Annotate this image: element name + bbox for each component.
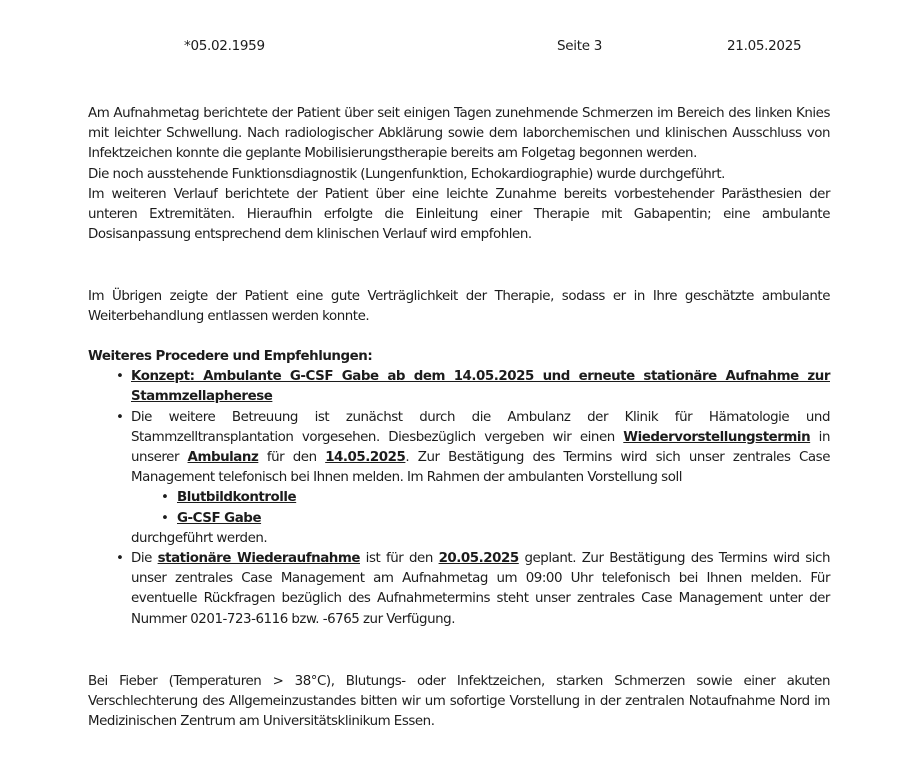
page-number: Seite 3 (557, 38, 603, 54)
followup-appointment-label: Wiedervorstellungstermin (623, 429, 811, 445)
paragraph-diagnostics: Die noch ausstehende Funktionsdiagnostik (Lungenfunktion, Echokardiographie) wurde durchgeführt. (88, 166, 725, 182)
page-header (0, 38, 917, 60)
sub-list-wrapper (147, 488, 830, 528)
procedere-heading: Weiteres Procedere und Empfehlungen: (88, 349, 373, 364)
emergency-instructions-section (88, 672, 830, 733)
document-date: 21.05.2025 (727, 38, 802, 54)
outpatient-clinic-label: Ambulanz (187, 450, 259, 466)
readmission-text-c: geplant. Zur Bestätigung des Termins wird sich unser zentrales Case Management am Aufnahmetag um 09:00 Uhr telefonisch bei Ihnen melden. Für eventuelle Rückfragen bezüglich des Aufnahmetermins steht unser zentrales Case Management unter der Nummer 0201-723-6116 bzw. -6765 zur Verfügung. (131, 551, 831, 627)
outpatient-text-b: in unserer (131, 429, 830, 466)
recommendations-list (88, 367, 830, 630)
recommendation-outpatient (88, 408, 830, 549)
clinical-course-section (88, 104, 830, 245)
recommendation-readmission (88, 549, 830, 630)
paragraph-discharge: Im Übrigen zeigte der Patient eine gute Verträglichkeit der Therapie, sodass er in Ihre geschätzte ambulante Weiterbehandlung entlassen werden konnte. (88, 289, 830, 325)
outpatient-text-c: für den (258, 450, 326, 466)
paragraph-admission: Am Aufnahmetag berichtete der Patient über seit einigen Tagen zunehmende Schmerzen im Bereich des linken Knies mit leichter Schwellung. Nach radiologischer Abklärung sowie dem laborchemischen und klinischen Ausschluss von Infektzeichen konnte die geplante Mobilisierungstherapie bereits am Folgetag begonnen werden. (88, 106, 830, 162)
readmission-date: 20.05.2025 (438, 551, 519, 567)
patient-birth-date: *05.02.1959 (184, 38, 265, 54)
outpatient-tasks-list (147, 488, 830, 528)
readmission-label: stationäre Wiederaufnahme (157, 551, 360, 567)
task-blood-count-label: Blutbildkontrolle (177, 490, 297, 506)
task-gcsf (147, 509, 830, 529)
recommendation-concept (88, 367, 830, 407)
readmission-text-a: Die (131, 551, 158, 567)
paragraph-paresthesia: Im weiteren Verlauf berichtete der Patient über eine leichte Zunahme bereits vorbestehender Parästhesien der unteren Extremitäten. Hieraufhin erfolgte die Einleitung einer Therapie mit Gabapentin; eine ambulante Dosisanpassung entsprechend dem klinischen Verlauf wird empfohlen. (88, 186, 830, 243)
outpatient-text-after: durchgeführt werden. (131, 530, 268, 546)
task-gcsf-label: G-CSF Gabe (177, 510, 262, 526)
outpatient-text-a: Die weitere Betreuung ist zunächst durch die Ambulanz der Klinik für Hämatologie und Stammzelltransplantation vorgesehen. Diesbezüglich vergeben wir einen (131, 409, 830, 445)
readmission-text-b: ist für den (360, 551, 439, 567)
concept-text: Konzept: Ambulante G-CSF Gabe ab dem 14.05.2025 und erneute stationäre Aufnahme zur Stammzellapherese (131, 369, 830, 405)
followup-date: 14.05.2025 (325, 450, 406, 466)
task-blood-count (147, 488, 830, 508)
discharge-section (88, 287, 830, 327)
outpatient-text-d: . Zur Bestätigung des Termins wird sich unser zentrales Case Management telefonisch bei Ihnen melden. Im Rahmen der ambulanten Vorstellung soll (131, 450, 830, 486)
paragraph-emergency: Bei Fieber (Temperaturen > 38°C), Blutungs- oder Infektzeichen, starken Schmerzen sowie einer akuten Verschlechterung des Allgemeinzustandes bitten wir um sofortige Vorstellung in der zentralen Notaufnahme Nord im Medizinischen Zentrum am Universitätsklinikum Essen. (88, 674, 830, 730)
procedere-section (88, 347, 830, 630)
